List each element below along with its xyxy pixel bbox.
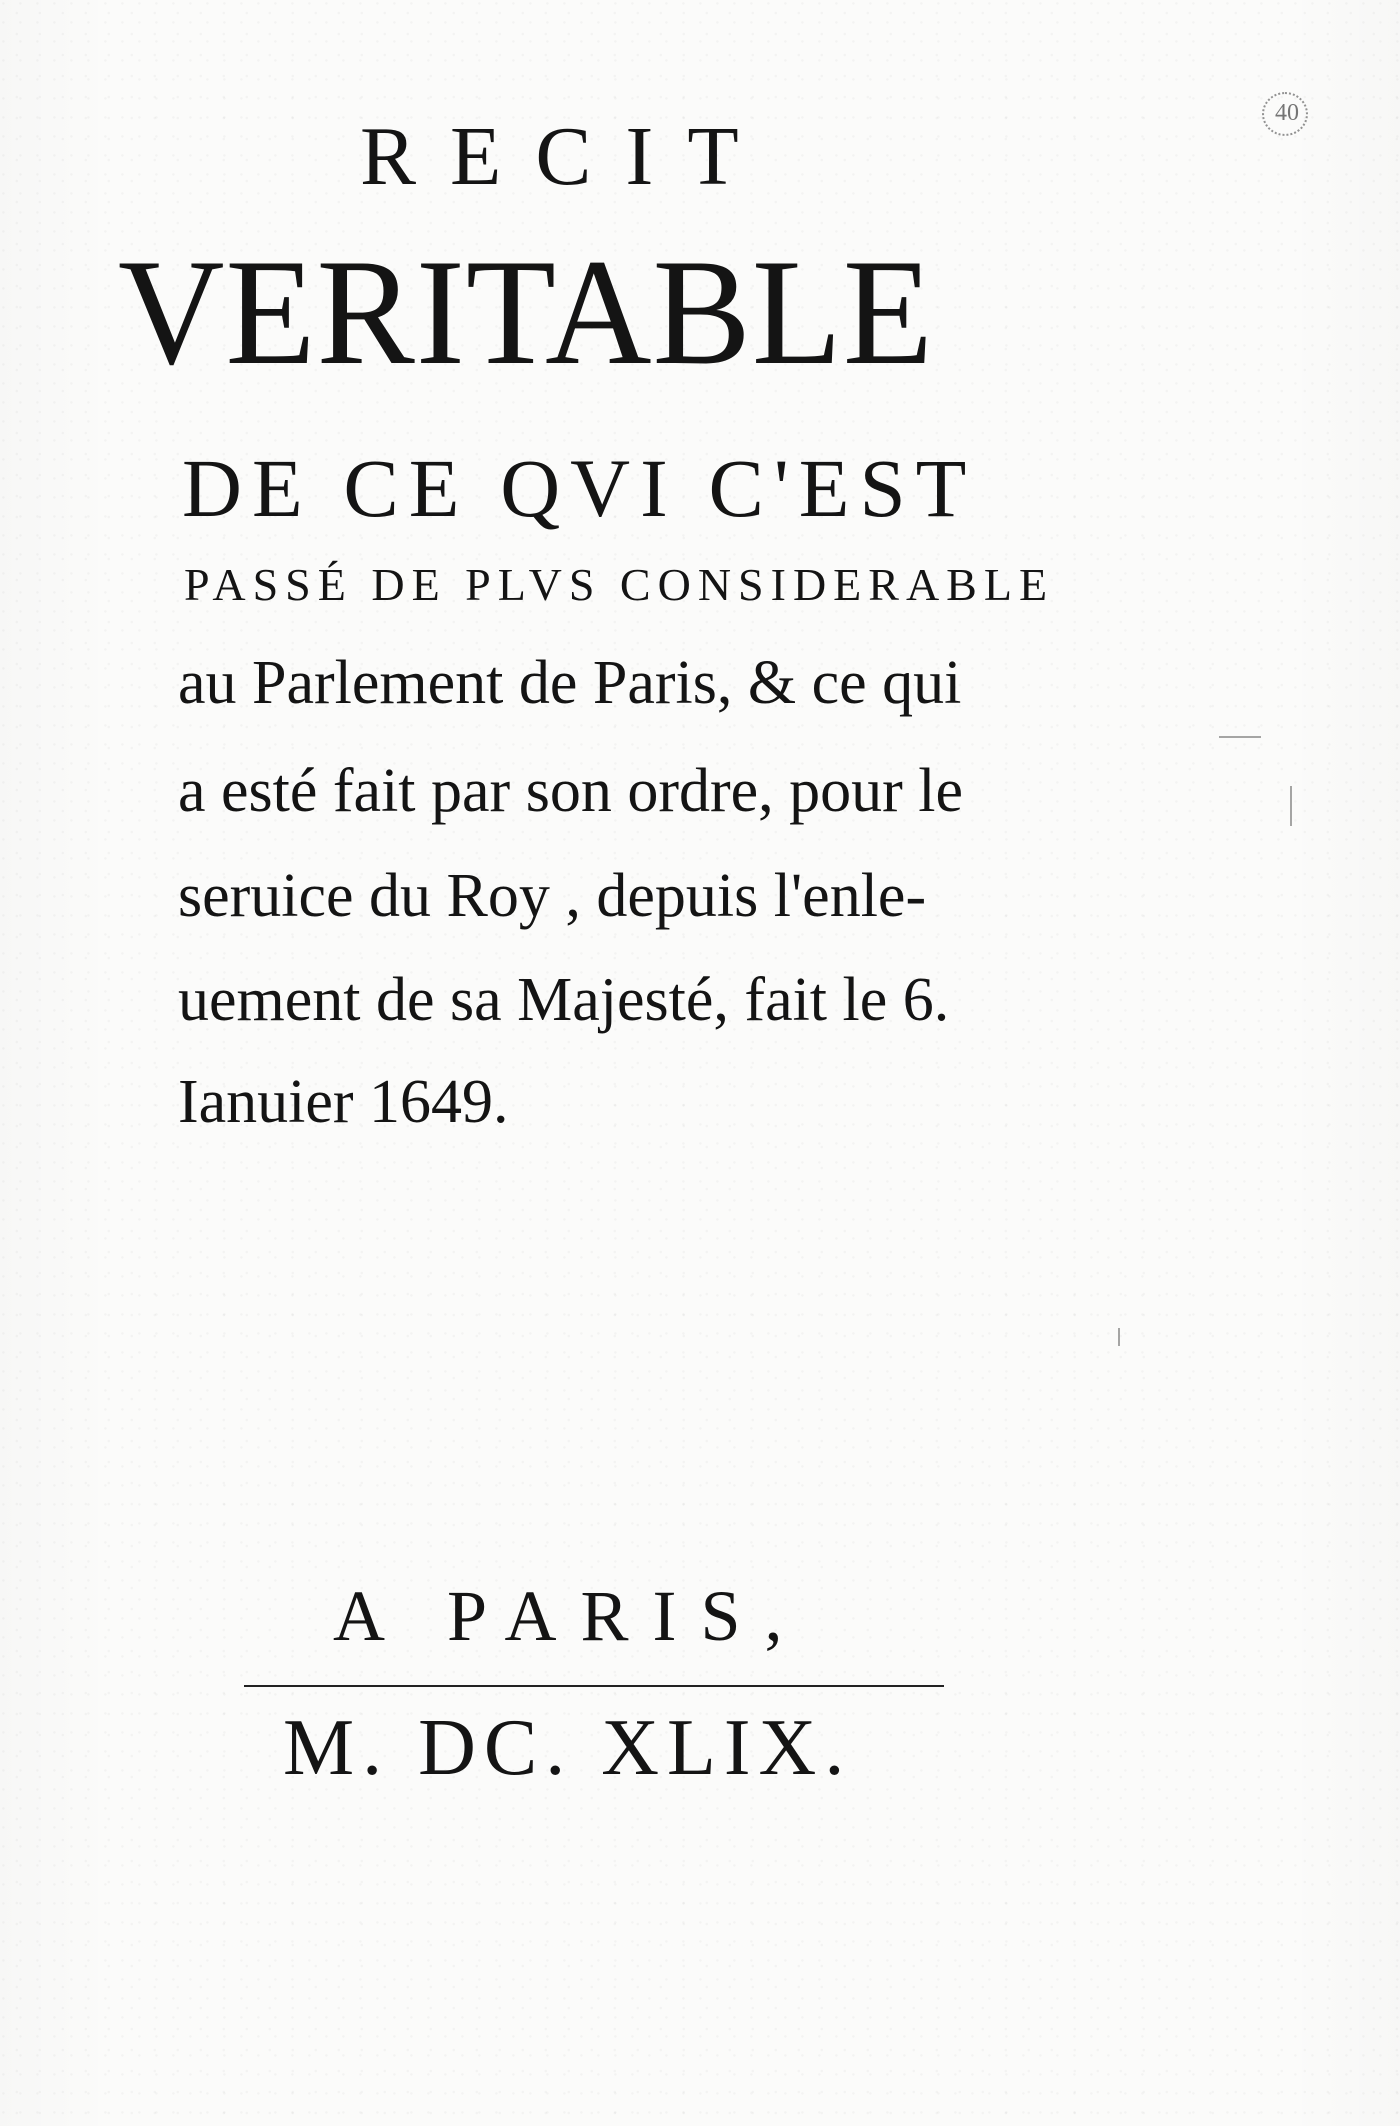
title-line-1: RECIT (360, 110, 773, 203)
title-line-2: VERITABLE (118, 228, 934, 396)
margin-page-number: 40 (1275, 100, 1299, 126)
title-line-3: DE CE QVI C'EST (182, 442, 977, 534)
margin-tick-1 (1219, 736, 1261, 738)
body-line-3: seruice du Roy , depuis l'enle- (178, 862, 927, 930)
imprint-place: A PARIS, (333, 1576, 807, 1656)
imprint-year: M. DC. XLIX. (283, 1704, 853, 1792)
body-line-4: uement de sa Majesté, fait le 6. (178, 966, 950, 1034)
margin-tick-3 (1118, 1328, 1120, 1346)
imprint-rule (244, 1685, 944, 1687)
margin-tick-2 (1290, 786, 1292, 826)
body-line-2: a esté fait par son ordre, pour le (178, 757, 964, 825)
title-line-4: PASSÉ DE PLVS CONSIDERABLE (184, 559, 1055, 610)
body-line-1: au Parlement de Paris, & ce qui (178, 649, 962, 717)
body-line-5: Ianuier 1649. (178, 1068, 509, 1136)
